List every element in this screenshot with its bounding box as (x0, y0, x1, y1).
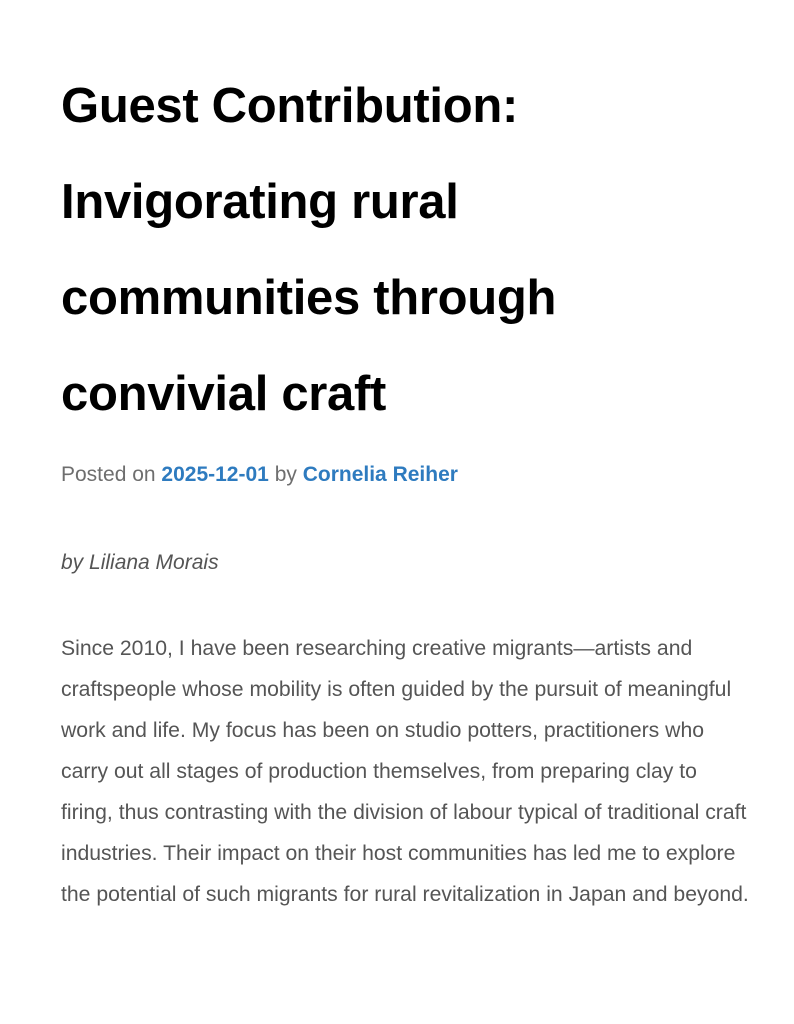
post-date-link[interactable]: 2025-12-01 (161, 463, 269, 486)
article (61, 58, 749, 936)
post-meta (61, 460, 741, 490)
title-line-4: convivial craft (61, 367, 387, 421)
author-link[interactable]: Cornelia Reiher (302, 463, 458, 486)
title-line-3: communities through (61, 271, 557, 325)
guest-byline: by Liliana Morais (61, 551, 219, 574)
article-paragraph: Since 2010, I have been researching creative migrants—artists and craftspeople whose mobility is often guided by the pursuit of meaningful work and life. My focus has been on studio potters, practitioners who carry out all stages of production themselves, from preparing clay to firing, thus contrasting with the division of labour typical of traditional craft industries. Their impact on their host communities has led me to explore the potential of such migrants for rural revitalization in Japan and beyond. (61, 637, 749, 906)
title-line-1: Guest Contribution: (61, 79, 519, 133)
page-title (61, 58, 741, 442)
title-line-2: Invigorating rural (61, 175, 459, 229)
posted-on-label: Posted on (61, 463, 156, 486)
by-label: by (274, 463, 297, 486)
